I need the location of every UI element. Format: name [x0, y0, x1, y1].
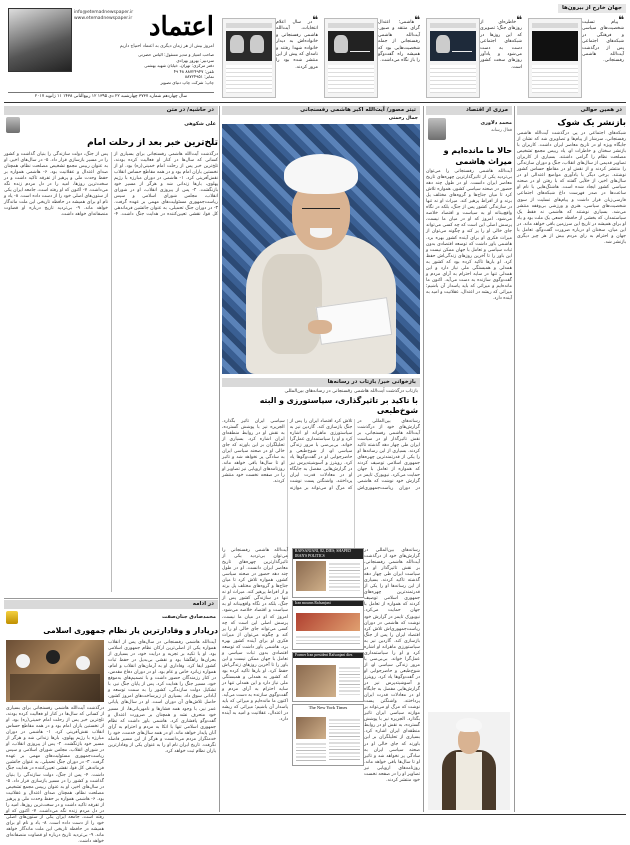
column-divider	[219, 106, 220, 812]
masthead-url[interactable]: info@etemadnewspaper.ir www.etemadnewspaper.ir	[74, 10, 134, 21]
article-body: آیت‌الله هاشمی رفسنجانی را می‌توان بی‌تردید یکی از تاثیرگذارترین چهره‌های تاریخ معاصر ایران دانست. او در طول چند دهه حضور در صحنه سیاسی کشور، همواره تلاش کرد تا میان جناح‌ها و گروه‌های مختلف پل بزند و از افراط پرهیز کند. میراث او نه تنها در سازندگی کشور پس از جنگ، بلکه در نگاه واقع‌بینانه او به سیاست و اقتصاد خلاصه می‌شود. امروز که او در میان ما نیست، پرسش اصلی این است که چه کسی می‌تواند جای خالی او را پر کند و چگونه می‌توان از میراث فکری او برای آینده کشور بهره برد. هاشمی باور داشت که توسعه اقتصادی بدون ثبات سیاسی و تعامل با جهان ممکن نیست و این باور را تا آخرین روزهای زندگی‌اش حفظ کرد. او بارها تاکید کرده بود که کشور به همدلی و همبستگی ملی نیاز دارد و این همدلی تنها در سایه احترام به آرای مردم و گفت‌وگوی سازنده به دست می‌آید. اکنون ما مانده‌ایم و میراثی که باید پاسدار آن باشیم؛ میراثی که ریشه در اعتدال، عقلانیت و امید به آینده دارد.	[426, 169, 512, 301]
article-body-cont: درگذشت آیت‌الله هاشمی رفسنجانی برای بسیاری از کسانی که سال‌ها در کنار او فعالیت کرده بودند، تلخ‌ترین خبر پس از رحلت امام خمینی(ره) بود. او از نخستین یاران امام بود و در همه مقاطع حساس انقلاب نقش‌آفرینی کرد. ۱- هاشمی در دوران مبارزه با رژیم پهلوی، بارها زندانی شد و هرگز از مسیر خود بازنگشت. ۲- پس از پیروزی انقلاب، او در شورای انقلاب، مجلس شورای اسلامی و سپس ریاست‌جمهوری مسئولیت‌های مهمی بر عهده گرفت. ۳- در دوران جنگ تحمیلی، به عنوان جانشین فرماندهی کل قوا، نقشی تعیین‌کننده در هدایت جنگ داشت. ۴- پس از جنگ، دولت سازندگی را بنیان گذاشت و کشور را در مسیر بازسازی قرار داد. ۵- در سال‌های اخیر، او به عنوان رییس مجمع تشخیص مصلحت نظام، همچنان صدای اعتدال و عقلانیت بود. ۶- هاشمی همواره بر حفظ وحدت ملی و پرهیز از تفرقه تاکید داشت و در سخت‌ترین روزها، امید را در دل مردم زنده نگه می‌داشت. ۷- اکنون که او رفته است، جامعه ایران یکی از ستون‌های اصلی خود را از دست داده است. ۸- یاد و نام او برای همیشه در حافظه تاریخی این ملت ماندگار خواهد ماند. ۹- بی‌تردید تاریخ درباره او قضاوت منصفانه‌ای خواهد داشت.	[6, 706, 105, 845]
column-divider	[514, 106, 515, 812]
press-clip[interactable]: The New York Times	[292, 704, 364, 766]
article-body: درگذشت آیت‌الله هاشمی رفسنجانی برای بسیاری از کسانی که سال‌ها در کنار او فعالیت کرده بودند، تلخ‌ترین خبر پس از رحلت امام خمینی(ره) بود. او از نخستین یاران امام بود و در همه مقاطع حساس انقلاب نقش‌آفرینی کرد. ۱- هاشمی در دوران مبارزه با رژیم پهلوی، بارها زندانی شد و هرگز از مسیر خود بازنگشت. ۲- پس از پیروزی انقلاب، او در شورای انقلاب، مجلس شورای اسلامی و سپس ریاست‌جمهوری مسئولیت‌های مهمی بر عهده گرفت. ۳- در دوران جنگ تحمیلی، به عنوان جانشین فرماندهی کل قوا، نقشی تعیین‌کننده در هدایت جنگ داشت. ۴- پس از جنگ، دولت سازندگی را بنیان گذاشت و کشور را در مسیر بازسازی قرار داد. ۵- در سال‌های اخیر، او به عنوان رییس مجمع تشخیص مصلحت نظام، همچنان صدای اعتدال و عقلانیت بود. ۶- هاشمی همواره بر حفظ وحدت ملی و پرهیز از تفرقه تاکید داشت و در سخت‌ترین روزها، امید را در دل مردم زنده نگه می‌داشت. ۷- اکنون که او رفته است، جامعه ایران یکی از ستون‌های اصلی خود را از دست داده است. ۸- یاد و نام او برای همیشه در حافظه تاریخی این ملت ماندگار خواهد ماند. ۹- بی‌تردید تاریخ درباره او قضاوت منصفانه‌ای خواهد داشت.	[4, 152, 219, 218]
article-body: رسانه‌های بین‌المللی در گزارش‌های خود از درگذشت آیت‌الله هاشمی رفسنجانی، بر نقش تاثیرگذار او در سیاست ایران طی چهار دهه گذشته تاکید کردند. بسیاری از این رسانه‌ها او را یکی از قدرتمندترین چهره‌های جمهوری اسلامی توصیف کردند که همواره از تعامل با جهان حمایت می‌کرد. نیویورک تایمز در گزارش خود نوشت که هاشمی در دوران ریاست‌جمهوری‌اش تلاش کرد اقتصاد ایران را پس از جنگ بازسازی کند. گاردین نیز به سیاستورزی ماهرانه او اشاره کرد و او را سیاستمداری عمل‌گرا خواند. بی‌بی‌سی با مرور زندگی سیاسی او، از شوخ‌طبعی و حاضرجوابی او در گفت‌وگوها یاد کرد. رویترز و آسوشیتدپرس نیز در گزارش‌هایی مفصل به جایگاه او در معادلات قدرت ایران پرداختند. واشنگتن پست نوشت که مرگ او می‌تواند بر موازنه سیاسی ایران تاثیر بگذارد. الجزیره نیز با پوشش گسترده، به نقش او در روابط منطقه‌ای ایران اشاره کرد. بسیاری از تحلیلگران بر این باورند که جای خالی او در صحنه سیاسی ایران به سادگی پر نخواهد شد و تاثیر او تا سال‌ها باقی خواهد ماند. روزنامه‌های اروپایی نیز تصاویر او را در صفحه نخست خود منتشر کردند.	[222, 419, 420, 491]
column-divider	[423, 106, 424, 812]
article-title[interactable]: بازنشر یک شوک	[557, 118, 626, 128]
feature-block	[222, 106, 420, 374]
masthead-staff: صاحب امتیاز و مدیر مسئول: الیاس حضرتی سردبیر: بهروز بهزادی دفتر مرکزی: تهران، خیابان شهید بهشتی تلفن: ۸۸۷۲۴۹۴۷ ۴۸ ۴۹ نمابر: ۸۸۷۲۴۹۵۱ چاپ: شرکت چاپ دنیای تصویر	[138, 52, 214, 85]
author-name[interactable]: علی شکوهی	[184, 121, 216, 127]
press-clip[interactable]: RAFSANJANI, 82, DIES; SHAPED IRAN'S POLITICS	[292, 548, 364, 598]
quote-icon: ❝	[312, 15, 318, 26]
section-label: بازخوانی خبر/ بازتاب در رسانه‌ها	[222, 378, 420, 387]
social-post-image	[222, 18, 276, 98]
article-title[interactable]: تلخ‌ترین خبر بعد از رحلت امام	[87, 138, 218, 148]
author-role: فعال رسانه	[491, 128, 512, 133]
center-story	[222, 378, 420, 812]
author-avatar	[6, 611, 18, 624]
illustration-credit: جمال رحمتی	[388, 116, 418, 121]
archive-photo[interactable]	[6, 640, 104, 702]
column-left	[4, 106, 218, 596]
author-avatar	[6, 117, 20, 133]
article-title[interactable]: حالا ما مانده‌ایم و میراث هاشمی	[443, 146, 512, 166]
article-title[interactable]: دریادار و وفادارترین یار نظام جمهوری اسلامی	[43, 626, 218, 635]
column-bottom-left	[4, 600, 218, 845]
quote-icon: ❝	[414, 15, 420, 26]
masthead-logo[interactable]: اعتماد	[148, 12, 214, 42]
issue-line: سال چهاردهم شماره ۳۷۳۷ چهارشنبه ۲۲ دی ۱۳۹۵ ۱۲ ربیع‌الثانی ۱۴۳۸ ۱۱ ژانویه ۲۰۱۷	[8, 92, 214, 101]
quote-icon: ❝	[516, 15, 522, 26]
footer-rule	[4, 814, 626, 815]
press-clip[interactable]: Former Iran president Rafsanjani dies	[292, 652, 364, 702]
quote-icon: ❝	[618, 15, 624, 26]
section-label: در همین حوالی	[517, 106, 626, 115]
press-clippings	[292, 548, 362, 804]
article-title[interactable]: با تاکید بر تاثیرگذاری، سیاستورزی و البته شوخ‌طبعی	[259, 396, 418, 415]
feature-illustration[interactable]	[222, 124, 420, 374]
section-label: در ادامه	[4, 600, 218, 609]
article-body-cont: آیت‌الله هاشمی رفسنجانی را می‌توان بی‌تردید یکی از تاثیرگذارترین چهره‌های تاریخ معاصر ایران دانست. او در طول چند دهه حضور در صحنه سیاسی کشور، همواره تلاش کرد تا میان جناح‌ها و گروه‌های مختلف پل بزند و از افراط پرهیز کند. میراث او نه تنها در سازندگی کشور پس از جنگ، بلکه در نگاه واقع‌بینانه او به سیاست و اقتصاد خلاصه می‌شود. امروز که او در میان ما نیست، پرسش اصلی این است که چه کسی می‌تواند جای خالی او را پر کند و چگونه می‌توان از میراث فکری او برای آینده کشور بهره برد. هاشمی باور داشت که توسعه اقتصادی بدون ثبات سیاسی و تعامل با جهان ممکن نیست و این باور را تا آخرین روزهای زندگی‌اش حفظ کرد. او بارها تاکید کرده بود که کشور به همدلی و همبستگی ملی نیاز دارد و این همدلی تنها در سایه احترام به آرای مردم و گفت‌وگوی سازنده به دست می‌آید. اکنون ما مانده‌ایم و میراثی که باید پاسدار آن باشیم؛ میراثی که ریشه در اعتدال، عقلانیت و امید به آینده دارد.	[222, 548, 288, 723]
portrait-photo	[428, 712, 510, 810]
story-kicker: بازتاب درگذشت آیت‌الله هاشمی رفسنجانی در رسانه‌های بین‌المللی	[284, 389, 418, 394]
social-post-2[interactable]: ❝خاطره‌ای از روزهای جنگ؛ تصویری که این روزها در شبکه‌های اجتماعی دست به دست می‌شود و یادآور روزهای سخت کشور است.	[426, 16, 522, 100]
section-label: مرزی از اقتصاد	[426, 106, 512, 115]
press-clip[interactable]: Iran mourns Rafsanjani	[292, 600, 364, 650]
column-right	[517, 106, 626, 812]
social-post-4[interactable]: ❝در سال اعلام انتخابات، آیت‌الله هاشمی رفسنجانی و خانواده‌اش به دیدار خانواده شهدا رفتند و نامه‌ای که پیش از این منتشر شده بود را مرور کردند.	[222, 16, 318, 100]
social-section-label: جهان خارج از بیرون‌ها	[558, 4, 626, 13]
article-body-cont: رسانه‌های بین‌المللی در گزارش‌های خود از درگذشت آیت‌الله هاشمی رفسنجانی، بر نقش تاثیرگذار او در سیاست ایران طی چهار دهه گذشته تاکید کردند. بسیاری از این رسانه‌ها او را یکی از قدرتمندترین چهره‌های جمهوری اسلامی توصیف کردند که همواره از تعامل با جهان حمایت می‌کرد. نیویورک تایمز در گزارش خود نوشت که هاشمی در دوران ریاست‌جمهوری‌اش تلاش کرد اقتصاد ایران را پس از جنگ بازسازی کند. گاردین نیز به سیاستورزی ماهرانه او اشاره کرد و او را سیاستمداری عمل‌گرا خواند. بی‌بی‌سی با مرور زندگی سیاسی او، از شوخ‌طبعی و حاضرجوابی او در گفت‌وگوها یاد کرد. رویترز و آسوشیتدپرس نیز در گزارش‌هایی مفصل به جایگاه او در معادلات قدرت ایران پرداختند. واشنگتن پست نوشت که مرگ او می‌تواند بر موازنه سیاسی ایران تاثیر بگذارد. الجزیره نیز با پوشش گسترده، به نقش او در روابط منطقه‌ای ایران اشاره کرد. بسیاری از تحلیلگران بر این باورند که جای خالی او در صحنه سیاسی ایران به سادگی پر نخواهد شد و تاثیر او تا سال‌ها باقی خواهد ماند. روزنامه‌های اروپایی نیز تصاویر او را در صفحه نخست خود منتشر کردند.	[364, 548, 420, 783]
social-post-1[interactable]: ❝پیام تسلیت شخصیت‌های سیاسی و فرهنگی در شبکه‌های اجتماعی پس از درگذشت آیت‌الله هاشمی رفسنجانی.	[528, 16, 624, 100]
author-avatar	[428, 118, 446, 140]
social-post-image	[528, 18, 582, 98]
masthead-portrait	[8, 8, 72, 72]
masthead	[4, 4, 219, 100]
author-name[interactable]: محمد دلاوری	[480, 120, 512, 126]
social-post-3[interactable]: ❝هاشمی؛ اعتدال گرای منتقد و صبور. آیت‌الله هاشمی رفسنجانی از جمله شخصیت‌هایی بود که همیشه راه گفت‌وگو را باز نگاه می‌داشت.	[324, 16, 420, 100]
social-post-image	[426, 18, 480, 98]
section-label: تیتر مصور/ آیت‌الله اکبر هاشمی رفسنجانی	[222, 106, 420, 115]
column-mid-right	[426, 106, 512, 812]
author-name[interactable]: محمدصادق جنان‌صفت	[162, 614, 216, 620]
page-header	[4, 4, 626, 103]
article-body: آیت‌الله هاشمی رفسنجانی در سال‌های پس از انقلاب همواره یکی از اصلی‌ترین ارکان نظام جمهوری اسلامی بود. او با تکیه بر تجربه و درایت خود، در بسیاری از بحران‌ها راهگشا بود و نقشی بی‌بدیل در حفظ ثبات کشور ایفا کرد. وفاداری او به آرمان‌های انقلاب و امام، همواره زبانزد خاص و عام بود. او در دوران دفاع مقدس، در کنار رزمندگان حضور داشت و با تصمیم‌های به‌موقع خود، مسیر جنگ را هدایت کرد. پس از پایان جنگ نیز، با تشکیل دولت سازندگی، کشور را به سمت توسعه و آبادانی سوق داد. بسیاری از زیرساخت‌های امروز کشور، حاصل تلاش‌های آن دوران است. او در سال‌های پایانی عمر نیز، با وجود همه فشارها و نامهربانی‌ها، از مسیر خود منحرف نشد و همچنان بر ضرورت اعتدال و گفت‌وگو پافشاری کرد. هاشمی باور داشت که نظام جمهوری اسلامی تنها با اتکا به مردم و احترام به آرای آنان پایدار خواهد ماند. او در همه سال‌های خدمت، خود را خدمتگزار مردم می‌دانست و هرگز از این مسیر فاصله نگرفت. تاریخ ایران نام او را به عنوان یکی از وفادارترین یاران نظام ثبت خواهد کرد.	[108, 640, 216, 754]
masthead-tagline: امروز بیش از هر زمان دیگری به اعتماد احتیاج داریم	[119, 44, 214, 49]
social-header	[222, 4, 626, 14]
article-body: شبکه‌های اجتماعی در پی درگذشت آیت‌الله هاشمی رفسنجانی، سرشار از پیام‌ها و تصاویری شد که نشان از جایگاه ویژه او در تاریخ معاصر ایران داشت. کاربران با بازنشر سخنان و خاطرات او، یاد رییس مجمع تشخیص مصلحت نظام را گرامی داشتند. بسیاری از کاربران تصاویر قدیمی از سال‌های انقلاب، جنگ و دوران سازندگی را منتشر کردند و از نقش او در مقاطع حساس کشور نوشتند. برخی دیگر با یادآوری مواضع اعتدالی او در سال‌های اخیر، از خلأیی گفتند که با رفتن او در صحنه سیاسی کشور ایجاد شده است. هاشتگ‌هایی با نام او ساعت‌ها در صدر فهرست داغ شبکه‌های اجتماعی فارسی‌زبان قرار داشت و پیام‌های تسلیت از سوی شخصیت‌های سیاسی، هنری و ورزشی بی‌وقفه منتشر می‌شد. بسیاری نوشتند که هاشمی نه فقط یک سیاستمدار، که بخشی از حافظه جمعی یک ملت بود و یاد او برای همیشه در تاریخ این سرزمین باقی خواهد ماند. در این میان، سخنان او درباره ضرورت گفت‌وگو، تعامل با جهان و احترام به رای مردم بیش از هر چیز دیگری بازنشر شد.	[517, 131, 626, 245]
section-label: در حاشیه/ در متن	[4, 106, 218, 115]
social-post-image	[324, 18, 378, 98]
